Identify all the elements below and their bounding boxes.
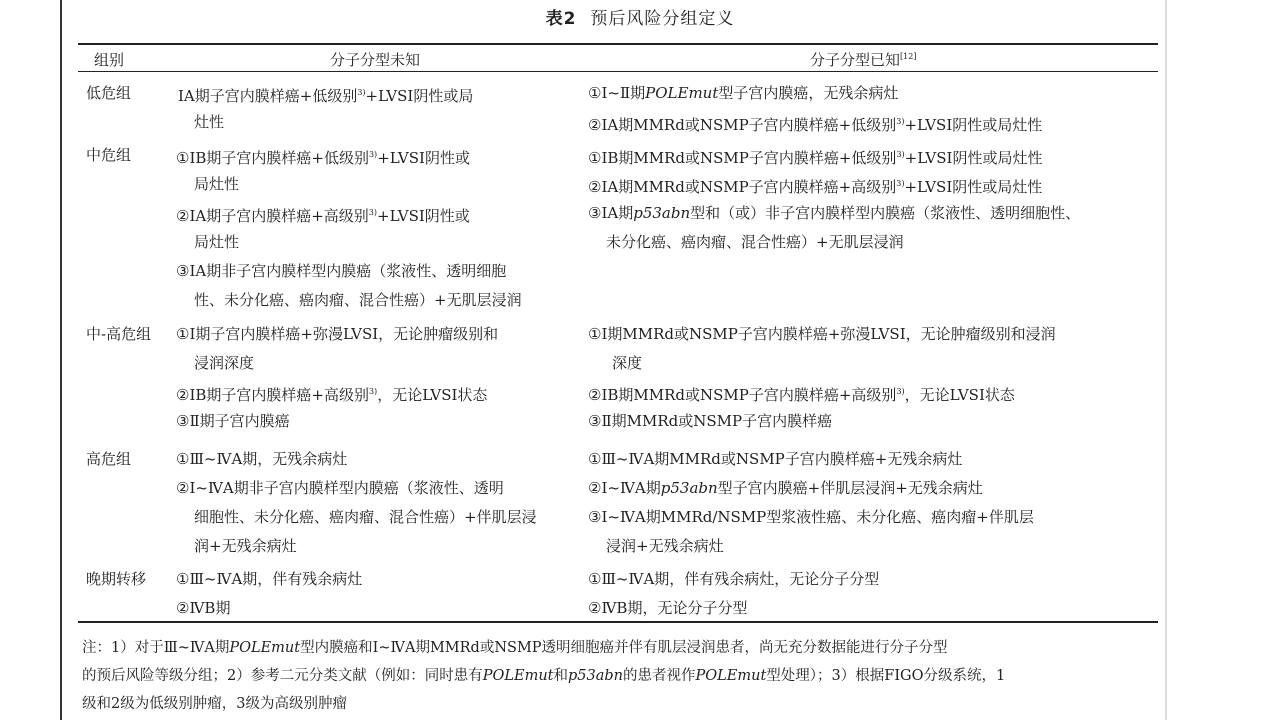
text-italic: POLEmut <box>229 640 301 656</box>
low-known-2 <box>588 112 1042 135</box>
footnote-ref: 3) <box>896 150 905 159</box>
text-italic: POLEmut <box>645 84 719 102</box>
text-part: +LVSI阴性或 <box>377 207 470 225</box>
text-part: 型子宫内膜癌，无残余病灶 <box>718 84 899 102</box>
text-part: ，无论LVSI状态 <box>377 386 488 404</box>
text-part: 型处理）；3）根据FIGO分级系统，1 <box>766 668 1006 684</box>
text-part: +LVSI阴性或局 <box>365 87 474 105</box>
midhigh-known-3: ③Ⅱ期MMRd或NSMP子宫内膜样癌 <box>588 412 833 430</box>
text-part: ②ⅠA期MMRd或NSMP子宫内膜样癌+低级别 <box>588 116 897 134</box>
text-part: 的患者视作 <box>623 668 696 684</box>
mid-unknown-2-cont: 局灶性 <box>194 233 240 251</box>
low-unknown-1-cont: 灶性 <box>194 113 225 131</box>
footnote-ref: 3) <box>896 117 905 126</box>
high-unknown-2-cont2: 润+无残余病灶 <box>194 537 297 555</box>
text-part: ①ⅠB期子宫内膜样癌+低级别 <box>176 149 369 167</box>
high-known-2 <box>588 478 983 498</box>
mid-unknown-3-cont: 性、未分化癌、癌肉瘤、混合性癌）+无肌层浸润 <box>194 291 522 309</box>
midhigh-known-1: ①Ⅰ期MMRd或NSMP子宫内膜样癌+弥漫LVSI，无论肿瘤级别和浸润 <box>588 325 1056 343</box>
footnote-ref: 3) <box>368 208 377 217</box>
text-part: 和 <box>553 668 569 684</box>
text-part: ②ⅠB期MMRd或NSMP子宫内膜样癌+高级别 <box>588 386 897 404</box>
footnote-ref: 3) <box>896 387 905 396</box>
footnote-ref: 3) <box>368 387 378 396</box>
header-rule <box>78 71 1158 72</box>
mid-known-3-cont: 未分化癌、癌肉瘤、混合性癌）+无肌层浸润 <box>606 233 904 251</box>
table-title-text: 预后风险分组定义 <box>590 9 735 29</box>
note-line-1 <box>82 638 948 658</box>
page-right-border <box>1165 0 1167 720</box>
midhigh-unknown-3: ③Ⅱ期子宫内膜癌 <box>176 412 290 430</box>
text-part: 型子宫内膜癌+伴肌层浸润+无残余病灶 <box>717 479 983 497</box>
text-part: ⅠA期子宫内膜样癌+低级别 <box>178 87 358 105</box>
mid-known-3 <box>588 203 1080 223</box>
bottom-rule <box>78 621 1158 623</box>
header-known-text: 分子分型已知 <box>810 51 901 69</box>
adv-unknown-1: ①Ⅲ~ⅣA期，伴有残余病灶 <box>176 570 363 588</box>
midhigh-known-2 <box>588 382 1015 405</box>
high-unknown-2-cont: 细胞性、未分化癌、癌肉瘤、混合性癌）+伴肌层浸 <box>194 508 537 526</box>
text-italic: p53abn <box>660 479 718 497</box>
group-low: 低危组 <box>86 84 132 102</box>
text-part: ②Ⅰ~ⅣA期 <box>588 479 661 497</box>
high-unknown-2: ②Ⅰ~ⅣA期非子宫内膜样型内膜癌（浆液性、透明 <box>176 479 504 497</box>
footnote-ref: 3) <box>896 179 905 188</box>
midhigh-unknown-1-cont: 浸润深度 <box>194 354 255 372</box>
text-part: 的预后风险等级分组；2）参考二元分类文献（例如：同时患有 <box>82 668 483 684</box>
text-part: +LVSI阴性或 <box>377 149 470 167</box>
text-italic: p53abn <box>568 668 624 684</box>
text-part: ②ⅠA期子宫内膜样癌+高级别 <box>176 207 369 225</box>
text-part: 型内膜癌和Ⅰ~ⅣA期MMRd或NSMP透明细胞癌并伴有肌层浸润患者，尚无充分数据能进行分子分型 <box>300 640 948 656</box>
midhigh-known-1-cont: 深度 <box>612 354 643 372</box>
text-part: +LVSI阴性或局灶性 <box>904 149 1043 167</box>
group-midhigh: 中-高危组 <box>86 325 152 343</box>
adv-known-2: ②ⅣB期，无论分子分型 <box>588 599 748 617</box>
table-number: 表2 <box>545 9 577 29</box>
text-italic: p53abn <box>633 204 691 222</box>
note-line-3: 级和2级为低级别肿瘤，3级为高级别肿瘤 <box>82 696 347 712</box>
adv-unknown-2: ②ⅣB期 <box>176 599 231 617</box>
note-line-2 <box>82 666 1005 686</box>
high-known-3: ③Ⅰ~ⅣA期MMRd/NSMP型浆液性癌、未分化癌、癌肉瘤+伴肌层 <box>588 508 1034 526</box>
high-known-3-cont: 浸润+无残余病灶 <box>606 537 724 555</box>
high-known-1: ①Ⅲ~ⅣA期MMRd或NSMP子宫内膜样癌+无残余病灶 <box>588 450 963 468</box>
midhigh-unknown-1: ①Ⅰ期子宫内膜样癌+弥漫LVSI，无论肿瘤级别和 <box>176 325 499 343</box>
text-part: ③ⅠA期 <box>588 204 634 222</box>
group-mid: 中危组 <box>86 146 132 164</box>
high-unknown-1: ①Ⅲ~ⅣA期，无残余病灶 <box>176 450 348 468</box>
mid-unknown-2 <box>176 203 470 226</box>
header-group: 组别 <box>94 51 125 69</box>
mid-unknown-3: ③ⅠA期非子宫内膜样型内膜癌（浆液性、透明细胞 <box>176 262 507 280</box>
header-known-ref: [12] <box>900 52 917 61</box>
text-italic: POLEmut <box>695 668 767 684</box>
low-unknown-1 <box>178 83 473 106</box>
text-italic: POLEmut <box>482 668 554 684</box>
mid-unknown-1-cont: 局灶性 <box>194 175 240 193</box>
footnote-ref: 3) <box>368 150 378 159</box>
text-part: ②ⅠB期子宫内膜样癌+高级别 <box>176 386 369 404</box>
group-high: 高危组 <box>86 450 132 468</box>
midhigh-unknown-2 <box>176 382 487 405</box>
page-left-border <box>60 0 62 720</box>
adv-known-1: ①Ⅲ~ⅣA期，伴有残余病灶，无论分子分型 <box>588 570 880 588</box>
text-part: ，无论LVSI状态 <box>904 386 1015 404</box>
table-title <box>0 4 1280 29</box>
header-known <box>810 49 916 70</box>
text-part: +LVSI阴性或局灶性 <box>904 116 1043 134</box>
footnote-ref: 3) <box>357 88 366 97</box>
mid-known-1 <box>588 145 1042 168</box>
text-part: ①Ⅰ~Ⅱ期 <box>588 84 646 102</box>
top-rule <box>78 43 1158 45</box>
text-part: 型和（或）非子宫内膜样型内膜癌（浆液性、透明细胞性、 <box>690 204 1081 222</box>
text-part: 注：1）对于Ⅲ~ⅣA期 <box>82 640 230 656</box>
low-known-1 <box>588 83 898 103</box>
group-advanced: 晚期转移 <box>86 570 147 588</box>
text-part: +LVSI阴性或局灶性 <box>904 178 1043 196</box>
text-part: ①ⅠB期MMRd或NSMP子宫内膜样癌+低级别 <box>588 149 897 167</box>
mid-unknown-1 <box>176 145 470 168</box>
header-unknown: 分子分型未知 <box>330 51 421 69</box>
mid-known-2 <box>588 174 1042 197</box>
text-part: ②ⅠA期MMRd或NSMP子宫内膜样癌+高级别 <box>588 178 897 196</box>
